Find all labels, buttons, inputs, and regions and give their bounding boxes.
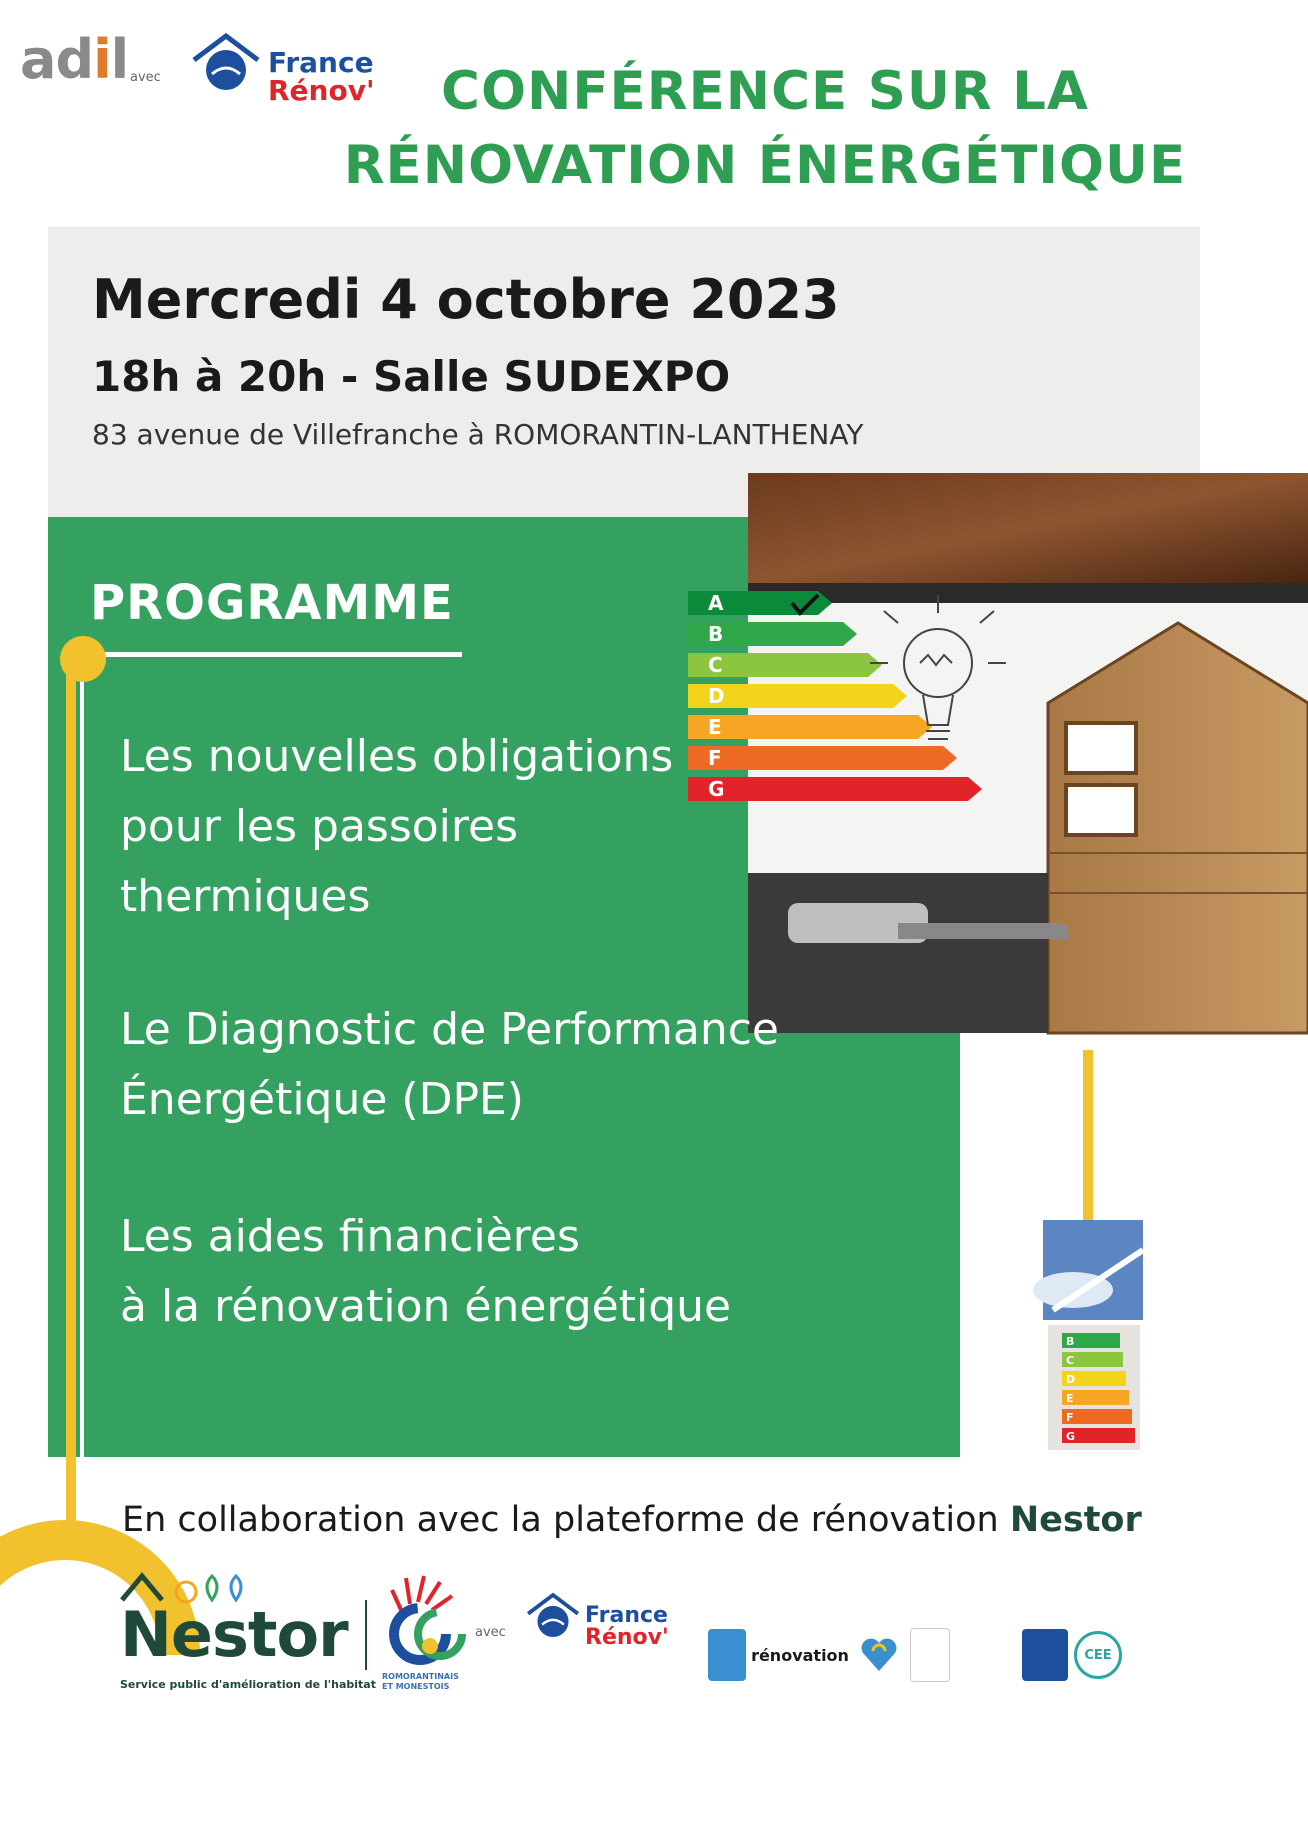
programme-item-line: pour les passoires [120, 801, 519, 852]
partner-logo-eu-flag [1022, 1629, 1068, 1681]
sky-photo-svg [1043, 1220, 1143, 1320]
sky-photo-circle [1043, 1220, 1143, 1320]
footer-france-renov-logo [525, 1590, 700, 1690]
conference-title [340, 55, 1190, 203]
adil-logo-word: adil [20, 28, 129, 91]
cc-subtitle-line: ROMORANTINAIS [382, 1672, 459, 1681]
event-date: Mercredi 4 octobre 2023 [92, 268, 840, 331]
footer-separator [365, 1600, 367, 1670]
programme-item-line: à la rénovation énergétique [120, 1281, 732, 1332]
timeline-yellow-line [66, 655, 76, 1555]
energy-bar-label: C [708, 653, 723, 677]
avec-label: avec [130, 70, 161, 85]
timeline-dot [60, 636, 106, 682]
france-renov-word2: Rénov' [268, 74, 375, 107]
mini-energy-bar-label: E [1066, 1392, 1074, 1405]
programme-underline [90, 652, 462, 657]
mini-energy-bar-label: B [1066, 1335, 1075, 1348]
footer-avec-label: avec [475, 1625, 506, 1640]
partner-logos [708, 1625, 1193, 1685]
event-time-place: 18h à 20h - Salle SUDEXPO [92, 352, 731, 401]
france-renov-word1: France [268, 46, 374, 79]
programme-item-dpe [120, 995, 880, 1135]
programme-item-obligations [120, 722, 880, 932]
collaboration-brand: Nestor [1009, 1500, 1142, 1540]
programme-item-line: Les aides financières [120, 1211, 580, 1262]
event-address: 83 avenue de Villefranche à ROMORANTIN-LANTHENAY [92, 418, 864, 451]
conference-title-line2: RÉNOVATION ÉNERGÉTIQUE [343, 135, 1187, 196]
programme-item-line: Énergétique (DPE) [120, 1074, 524, 1125]
energy-bar-label: F [708, 746, 722, 770]
timeline-yellow-line-right [1083, 1050, 1093, 1230]
heart-icon [859, 1635, 899, 1675]
energy-bar-label: A [708, 591, 724, 615]
energy-bar-label: D [708, 684, 725, 708]
partner-logo-heart [854, 1629, 904, 1681]
mini-energy-bar-label: D [1066, 1373, 1076, 1386]
mini-energy-bar-label: G [1066, 1430, 1076, 1443]
energy-bar-label: E [708, 715, 722, 739]
collaboration-prefix: En collaboration avec la plateforme de rénovation [122, 1500, 1010, 1540]
energy-bar-label: B [708, 622, 724, 646]
cc-romorantinais-subtitle [382, 1672, 459, 1692]
programme-item-aides [120, 1202, 880, 1342]
partner-logo-leurope-sengage [956, 1629, 1016, 1681]
conference-title-line1: CONFÉRENCE SUR LA [441, 61, 1089, 122]
programme-title: PROGRAMME [90, 575, 454, 631]
footer-france-renov-house-icon [525, 1590, 581, 1642]
nestor-logo-subtitle: Service public d'amélioration de l'habitat [120, 1678, 376, 1691]
partner-logo-loir-et-cher [708, 1629, 746, 1681]
adil-logo [20, 28, 129, 140]
partner-logo-cee: CEE [1074, 1631, 1122, 1679]
footer-france-renov-word2: Rénov' [585, 1625, 669, 1650]
partner-logo-certificats [1128, 1629, 1182, 1681]
mini-energy-bar-label: C [1066, 1354, 1075, 1367]
programme-item-line: Les nouvelles obligations [120, 731, 674, 782]
france-renov-house-icon [190, 30, 262, 96]
partner-logo-centre-renovation: rénovation [751, 1645, 849, 1665]
nestor-logo-word: Nestor [120, 1598, 348, 1671]
collaboration-text [122, 1500, 1142, 1540]
cc-subtitle-line: ET MONESTOIS [382, 1682, 450, 1691]
timeline-white-line [80, 660, 84, 1460]
partner-logo-prefet [910, 1628, 950, 1682]
mini-energy-label [1048, 1325, 1140, 1450]
energy-bar-label: G [708, 777, 725, 801]
footer-france-renov-word1: France [585, 1603, 668, 1628]
cc-romorantinais-emblem [382, 1572, 472, 1672]
nestor-logo [120, 1570, 376, 1691]
mini-energy-label-svg [1048, 1325, 1140, 1450]
mini-energy-bar-label: F [1066, 1411, 1074, 1424]
cc-romorantinais-logo [382, 1572, 472, 1697]
programme-item-line: Le Diagnostic de Performance [120, 1004, 779, 1055]
programme-item-line: thermiques [120, 871, 371, 922]
wooden-house-icon [1048, 623, 1308, 1033]
